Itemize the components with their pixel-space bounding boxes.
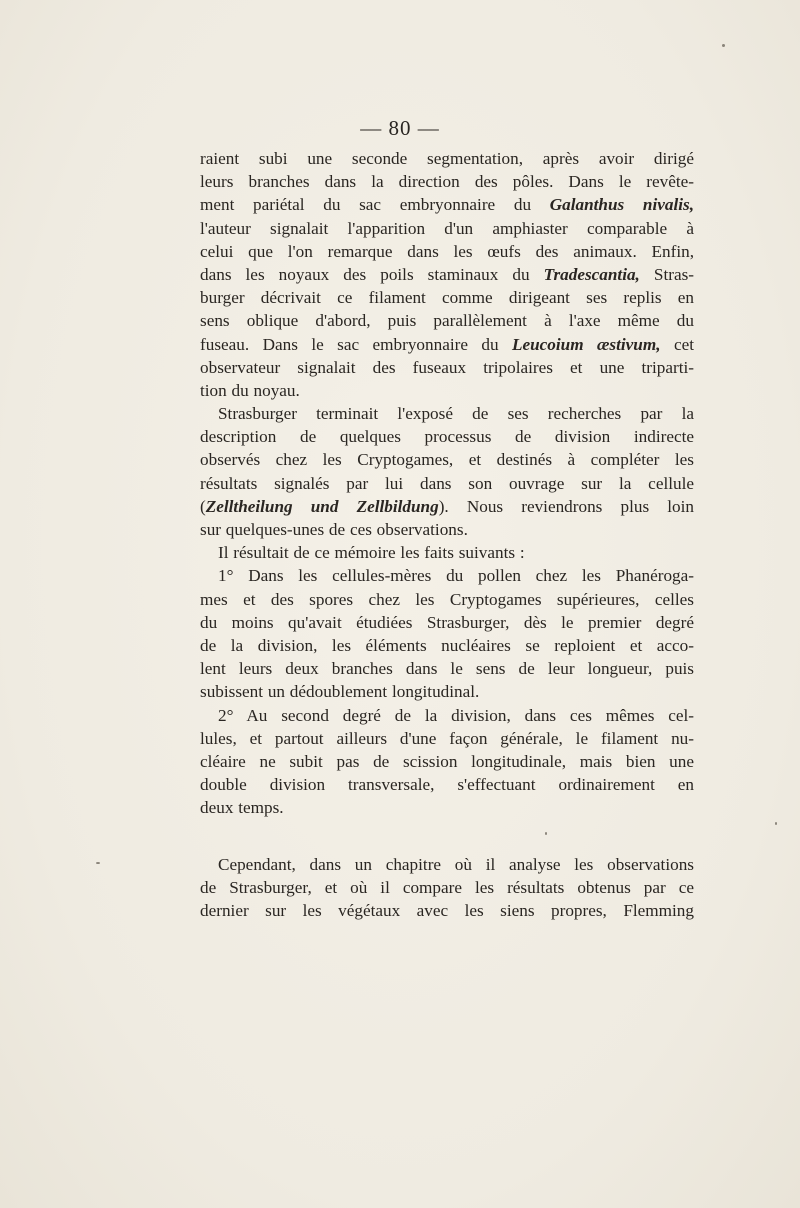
text-line: l'auteur signalait l'apparition d'un amphiaster comparable à — [200, 218, 694, 238]
scan-speck — [545, 832, 547, 835]
text-line: sur quelques-unes de ces observations. — [200, 520, 468, 539]
text-fragment: cet — [660, 334, 694, 354]
text-line: Cependant, dans un chapitre où il analyse les observations — [218, 855, 694, 874]
body-text-block-1 — [200, 147, 694, 819]
text-line: 2° Au second degré de la division, dans ces mêmes cel- — [218, 705, 694, 725]
text-line: de Strasburger, et où il compare les résultats obtenus par ce — [200, 878, 694, 898]
body-text-block-2 — [200, 853, 694, 923]
text-fragment: ment pariétal du sac embryonnaire du — [200, 195, 550, 215]
text-line: leurs branches dans la direction des pôles. Dans le revête- — [200, 172, 694, 192]
text-fragment: fuseau. Dans le sac embryonnaire du — [200, 334, 512, 354]
text-line — [200, 263, 694, 286]
text-fragment: ). Nous reviendrons plus loin — [438, 496, 694, 516]
text-line: subissent un dédoublement longitudinal. — [200, 682, 480, 702]
text-line: du moins qu'avait étudiées Strasburger, dès le premier degré — [200, 612, 694, 632]
text-line — [200, 193, 694, 216]
text-line: Strasburger terminait l'exposé de ses recherches par la — [218, 404, 694, 424]
text-line: double division transversale, s'effectuant ordinairement en — [200, 775, 694, 795]
text-line: celui que l'on remarque dans les œufs des animaux. Enfin, — [200, 241, 694, 261]
text-fragment: Stras- — [639, 264, 694, 284]
text-line: résultats signalés par lui dans son ouvrage sur la cellule — [200, 473, 694, 493]
text-line: observés chez les Cryptogames, et destinés à compléter les — [200, 450, 694, 470]
text-line — [200, 333, 694, 356]
text-line: lules, et partout ailleurs d'une façon générale, le filament nu- — [200, 728, 694, 748]
scan-speck — [96, 862, 100, 864]
text-line: observateur signalait des fuseaux tripolaires et une triparti- — [200, 357, 694, 377]
text-fragment: dans les noyaux des poils staminaux du — [200, 264, 544, 284]
scan-speck — [722, 44, 725, 47]
text-line: deux temps. — [200, 798, 284, 818]
text-line: raient subi une seconde segmentation, après avoir dirigé — [200, 149, 694, 168]
text-line — [200, 495, 694, 518]
text-line: lent leurs deux branches dans le sens de leur longueur, puis — [200, 659, 694, 679]
text-line: dernier sur les végétaux avec les siens propres, Flemming — [200, 901, 694, 921]
text-line: Il résultait de ce mémoire les faits suivants : — [218, 543, 525, 563]
italic-term: Galanthus nivalis, — [549, 195, 695, 215]
text-line: tion du noyau. — [200, 380, 300, 400]
text-line: cléaire ne subit pas de scission longitudinale, mais bien une — [200, 751, 694, 771]
italic-term: Zelltheilung und Zellbildung — [205, 496, 439, 516]
page-number: — 80 — — [360, 116, 440, 140]
italic-term: Leucoium æstivum, — [511, 334, 661, 354]
text-line: description de quelques processus de division indirecte — [200, 427, 694, 447]
text-line: 1° Dans les cellules-mères du pollen chez les Phanéroga- — [218, 566, 694, 586]
scan-speck — [775, 822, 777, 825]
text-line: de la division, les éléments nucléaires se reploient et acco- — [200, 635, 694, 655]
text-line: sens oblique d'abord, puis parallèlement à l'axe même du — [200, 311, 694, 331]
text-line: burger décrivait ce filament comme dirigeant ses replis en — [200, 288, 694, 308]
text-line: mes et des spores chez les Cryptogames supérieures, celles — [200, 589, 694, 609]
italic-term: Tradescantia, — [543, 264, 640, 284]
text-fragment: ( — [200, 496, 206, 516]
